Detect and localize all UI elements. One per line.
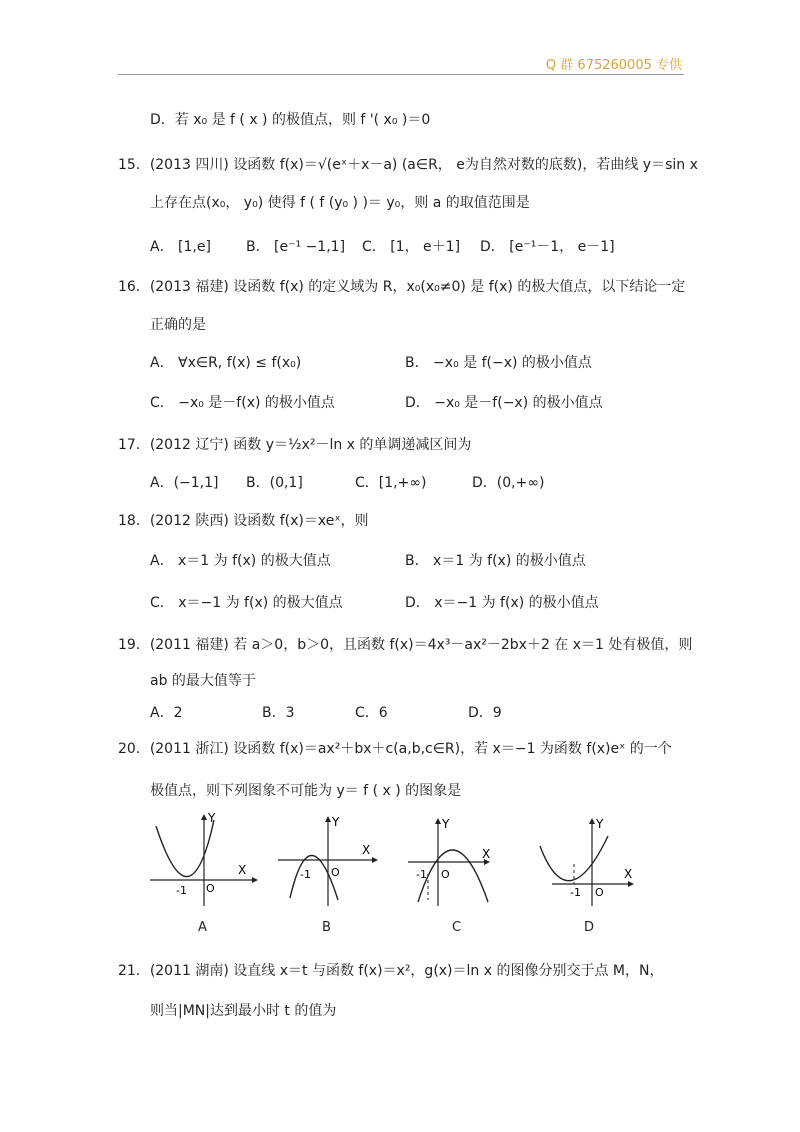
q15-option-d: D． [e⁻¹－1， e－1] — [480, 239, 615, 255]
q18-option-b: B． x＝1 为 f(x) 的极小值点 — [405, 553, 586, 569]
x-arrow-icon — [372, 857, 378, 863]
q15-option-b: B． [e⁻¹ −1,1] — [246, 239, 346, 255]
q18-option-d: D． x＝−1 为 f(x) 的极小值点 — [405, 595, 599, 611]
y-arrow-icon — [435, 818, 441, 824]
q16-stem-line1: 16．(2013 福建) 设函数 f(x) 的定义域为 R，x₀(x₀≠0) 是 f(x) 的极大值点，以下结论一定 — [118, 279, 686, 295]
q20-stem-line2: 极值点，则下列图象不可能为 y＝ f ( x ) 的图象是 — [150, 783, 462, 799]
y-arrow-icon — [325, 816, 331, 822]
q20-figure-d — [532, 812, 642, 908]
q18-option-c: C． x＝−1 为 f(x) 的极大值点 — [150, 595, 343, 611]
q20-figure-d-label: D — [584, 920, 595, 935]
q16-stem-line2: 正确的是 — [150, 317, 206, 333]
x-label: X — [482, 847, 491, 861]
x-label: X — [238, 863, 247, 877]
q15-stem-line2: 上存在点(x₀， y₀) 使得 f ( f (y₀ ) )＝ y₀，则 a 的取值范围是 — [150, 195, 530, 211]
q20-figure-b — [276, 812, 386, 908]
q15-option-a: A． [1,e] — [150, 239, 211, 255]
q21-stem-line2: 则当|MN|达到最小时 t 的值为 — [150, 1003, 337, 1019]
q20-stem-line1: 20．(2011 浙江) 设函数 f(x)＝ax²＋bx＋c(a,b,c∈R)，若 x＝−1 为函数 f(x)eˣ 的一个 — [118, 741, 672, 757]
y-label: Y — [208, 812, 216, 825]
q20-figure-a-label: A — [198, 920, 207, 935]
q14-option-d: D．若 x₀ 是 f ( x ) 的极值点，则 f '( x₀ )＝0 — [150, 112, 431, 128]
q19-option-d: D．9 — [468, 705, 502, 721]
q17-option-b: B．(0,1] — [246, 475, 303, 491]
q20-figure-b-label: B — [322, 920, 331, 935]
q17-option-d: D．(0,+∞) — [472, 475, 545, 491]
origin-label: O — [206, 882, 215, 895]
origin-label: O — [441, 868, 450, 881]
origin-label: O — [595, 886, 604, 899]
x-label: X — [624, 867, 633, 881]
y-arrow-icon — [589, 818, 595, 824]
q20-figure-c — [404, 812, 514, 908]
tick-label: -1 — [300, 868, 311, 881]
q17-option-c: C．[1,+∞) — [355, 475, 427, 491]
q18-stem-line1: 18．(2012 陕西) 设函数 f(x)＝xeˣ，则 — [118, 513, 369, 529]
y-label: Y — [596, 817, 604, 831]
tick-label: -1 — [570, 886, 581, 899]
q19-option-b: B．3 — [262, 705, 295, 721]
header-rule — [118, 74, 684, 75]
x-arrow-icon — [252, 877, 258, 883]
q18-option-a: A． x＝1 为 f(x) 的极大值点 — [150, 553, 331, 569]
q15-stem-line1: 15．(2013 四川) 设函数 f(x)＝√(eˣ＋x－a) (a∈R， e为自然对数的底数)，若曲线 y＝sin x — [118, 157, 698, 173]
curve — [540, 836, 608, 881]
q16-option-c: C． −x₀ 是－f(x) 的极小值点 — [150, 395, 335, 411]
q20-figure-c-label: C — [452, 920, 462, 935]
y-label: Y — [332, 815, 340, 829]
q17-stem-line1: 17．(2012 辽宁) 函数 y＝½x²－ln x 的单调递减区间为 — [118, 437, 472, 453]
x-arrow-icon — [628, 881, 634, 887]
q16-option-a: A． ∀x∈R, f(x) ≤ f(x₀) — [150, 355, 302, 371]
q19-option-c: C．6 — [355, 705, 388, 721]
q20-figure-a — [148, 812, 258, 908]
q17-option-a: A．(−1,1] — [150, 475, 219, 491]
q19-option-a: A．2 — [150, 705, 183, 721]
q15-option-c: C． [1， e＋1] — [362, 239, 461, 255]
x-label: X — [362, 843, 371, 857]
curve — [156, 820, 214, 877]
tick-label: -1 — [416, 868, 427, 881]
q16-option-d: D． −x₀ 是－f(−x) 的极小值点 — [405, 395, 603, 411]
y-label: Y — [442, 817, 450, 831]
q19-stem-line2: ab 的最大值等于 — [150, 673, 256, 689]
q16-option-b: B． −x₀ 是 f(−x) 的极小值点 — [405, 355, 592, 371]
header-watermark: Q 群 675260005 专供 — [545, 58, 682, 73]
y-arrow-icon — [201, 814, 207, 820]
origin-label: O — [331, 866, 340, 879]
tick-label: -1 — [176, 884, 187, 897]
q19-stem-line1: 19．(2011 福建) 若 a＞0，b＞0，且函数 f(x)＝4x³－ax²－2bx＋2 在 x＝1 处有极值，则 — [118, 637, 693, 653]
q21-stem-line1: 21．(2011 湖南) 设直线 x＝t 与函数 f(x)＝x²，g(x)＝ln x 的图像分别交于点 M，N， — [118, 963, 664, 979]
